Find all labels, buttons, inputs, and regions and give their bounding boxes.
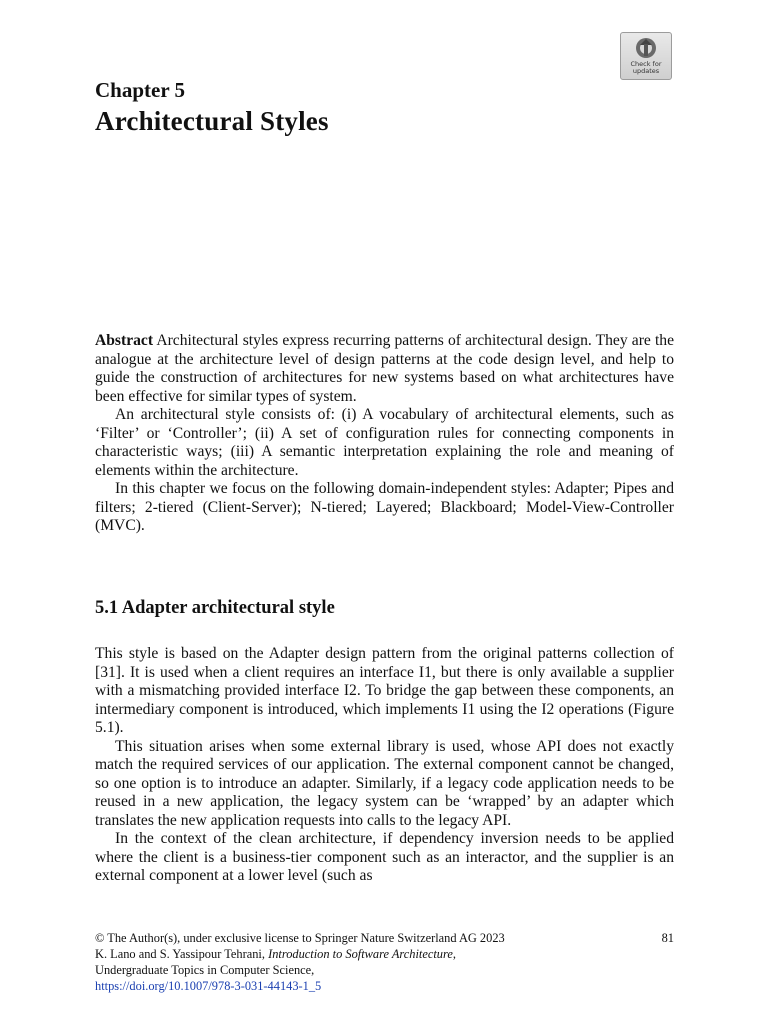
section-paragraph-1: This style is based on the Adapter design pattern from the original patterns collection of [31]. It is used when a client requires an interface I1, but there is only available a supplier with a mismatching provided interface I2. To bridge the gap between these components, an intermediary component is introduced, which implements I1 using the I2 operations (Figure 5.1). (95, 645, 674, 736)
chapter-label: Chapter 5 (95, 78, 186, 102)
section-heading: 5.1 Adapter architectural style (95, 598, 335, 618)
book-suffix: , (452, 947, 456, 961)
abstract-paragraph-1 (95, 332, 674, 406)
section-body (95, 645, 674, 886)
doi-link[interactable]: https://doi.org/10.1007/978-3-031-44143-1_5 (95, 979, 322, 993)
page (95, 0, 674, 1024)
section-paragraph-3: In the context of the clean architecture, if dependency inversion needs to be applied where the client is a business-tier component such as an interactor, and the supplier is an external component at a lower level (such as (95, 830, 674, 884)
authors: K. Lano and S. Yassipour Tehrani, (95, 947, 269, 961)
abstract-paragraph-3: In this chapter we focus on the following domain-independent styles: Adapter; Pipes and filters; 2-tiered (Client-Server); N-tiered; Layered; Blackboard; Model-View-Controller (MVC). (95, 480, 674, 534)
citation (95, 946, 674, 962)
chapter-title: Architectural Styles (95, 106, 329, 136)
book-title: Introduction to Software Architecture (268, 947, 453, 961)
section-paragraph-2: This situation arises when some external library is used, whose API does not exactly match the required services of our application. The external component cannot be changed, so one option is to introduce an adapter. Similarly, if a legacy code application needs to be reused in a new application, the legacy system can be ‘wrapped’ by an adapter which translates the new application requests into calls to the legacy API. (95, 737, 674, 829)
badge-line1: Check for (630, 60, 662, 68)
copyright-notice: © The Author(s), under exclusive license to Springer Nature Switzerland AG 2023 (95, 931, 505, 945)
series: Undergraduate Topics in Computer Science, (95, 963, 315, 977)
abstract-p1-text: Architectural styles express recurring patterns of architectural design. They are the analogue at the architecture level of design patterns at the code design level, and help to guide the construction of architectures for new systems based on what architectures have been effective for similar types of system. (95, 332, 674, 405)
abstract-paragraph-2: An architectural style consists of: (i) A vocabulary of architectural elements, such as ‘Filter’ or ‘Controller’; (ii) A set of configuration rules for connecting components in characteristic ways; (iii) A semantic interpretation explaining the role and meaning of elements within the architecture. (95, 406, 674, 479)
abstract-label: Abstract (95, 332, 154, 349)
badge-line2: updates (632, 67, 660, 75)
abstract (95, 332, 674, 536)
page-number: 81 (661, 931, 674, 945)
footer-row (95, 930, 674, 946)
footer (95, 930, 674, 994)
